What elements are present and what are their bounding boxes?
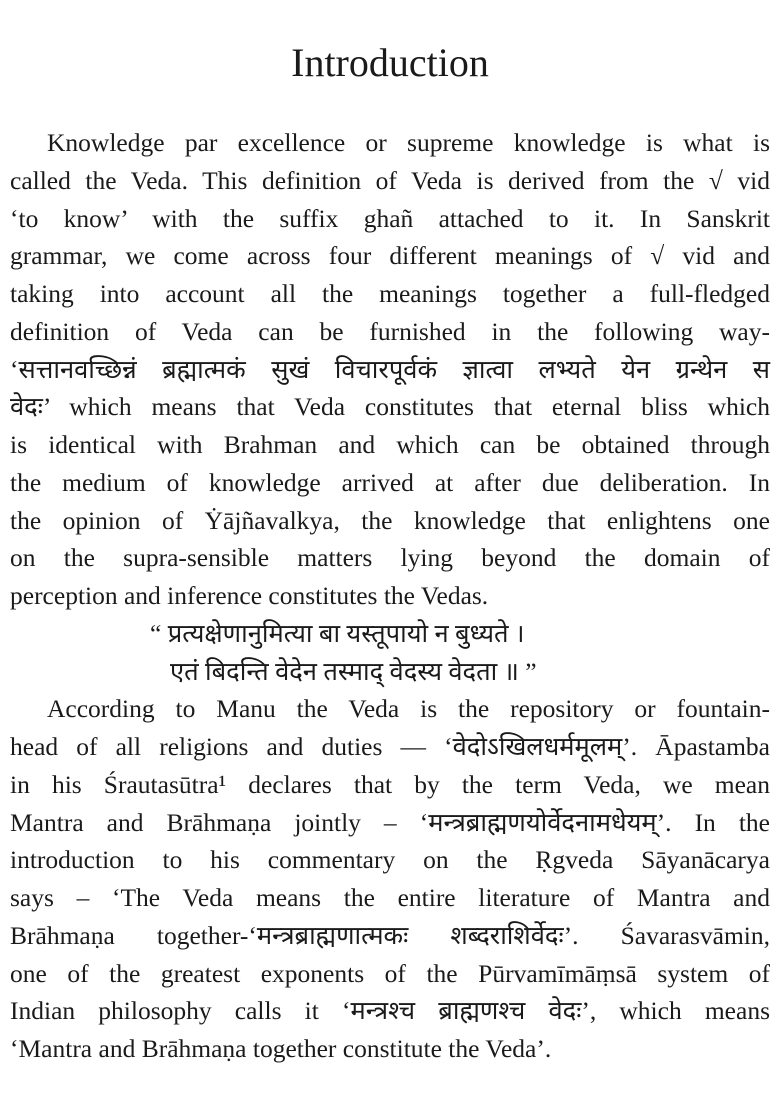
text-line: on the supra-sensible matters lying beyond the domain of — [10, 543, 770, 573]
text-line: the medium of knowledge arrived at after due deliberation. In — [10, 467, 770, 497]
text-line: definition of Veda can be furnished in the following way- — [10, 316, 770, 346]
text-line: Brāhmaṇa together-‘मन्त्रब्राह्मणात्मकः शब्दराशिर्वेदः’. Śavarasvāmin, — [10, 920, 770, 950]
text-line: says – ‘The Veda means the entire literature of Mantra and — [10, 883, 770, 912]
text-line: According to Manu the Veda is the repository or fountain- — [47, 694, 770, 724]
sanskrit-line: ‘सत्तानवच्छिन्नं ब्रह्मात्मकं सुखं विचारपूर्वकं ज्ञात्वा लभ्यते येन ग्रन्थेन स — [10, 354, 770, 384]
text-line: Knowledge par excellence or supreme knowledge is what is — [47, 128, 770, 157]
text-line: in his Śrautasūtra¹ declares that by the term Veda, we mean — [10, 769, 770, 799]
text-line: the opinion of Ẏājñavalkya, the knowledge that enlightens one — [10, 505, 770, 535]
text-line: head of all religions and duties — ‘वेदोऽखिलधर्ममूलम्’. Āpastamba — [10, 732, 770, 761]
text-line: one of the greatest exponents of the Pūrvamīmāṃsā system of — [10, 958, 770, 988]
text-line: ‘Mantra and Brāhmaṇa together constitute the Veda’. — [10, 1034, 552, 1063]
text-line: ‘to know’ with the suffix ghañ attached to it. In Sanskrit — [10, 203, 770, 233]
text-line: वेदः’ which means that Veda constitutes that eternal bliss which — [10, 392, 770, 422]
text-line: Mantra and Brāhmaṇa jointly – ‘मन्त्रब्राह्मणयोर्वेदनामधेयम्’. In the — [10, 807, 770, 837]
verse-line: एतं बिदन्ति वेदेन तस्माद् वेदस्य वेदता ॥ ” — [170, 656, 537, 686]
text-line: is identical with Brahman and which can be obtained through — [10, 430, 770, 459]
page-title: Introduction — [291, 40, 489, 85]
text-line: Indian philosophy calls it ‘मन्त्रश्च ब्राह्मणश्च वेदः’, which means — [10, 996, 770, 1026]
text-line: perception and inference constitutes the Vedas. — [10, 581, 489, 610]
text-line: taking into account all the meanings together a full-fledged — [10, 279, 770, 308]
text-line: called the Veda. This definition of Veda is derived from the √ vid — [10, 165, 770, 195]
text-line: grammar, we come across four different meanings of √ vid and — [10, 241, 770, 271]
verse-line: “ प्रत्यक्षेणानुमित्या बा यस्तूपायो न बुध्यते । — [150, 618, 525, 648]
text-line: introduction to his commentary on the Ṛgveda Sāyanācarya — [10, 845, 770, 875]
body-text — [10, 124, 770, 1068]
